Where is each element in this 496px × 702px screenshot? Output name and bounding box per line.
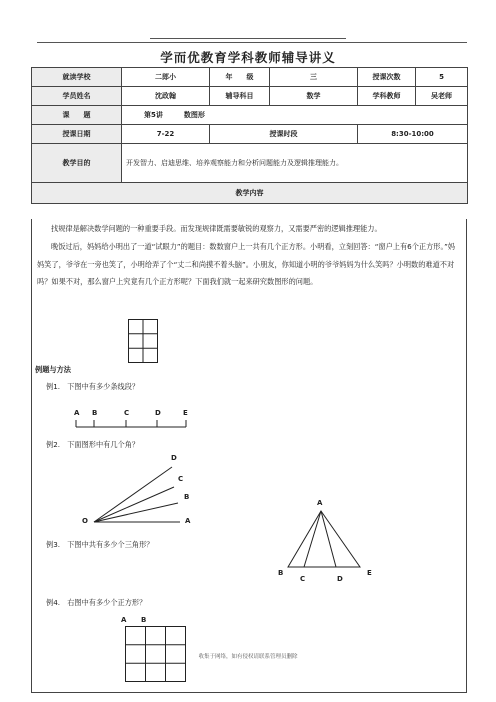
seg-label-d: D	[155, 409, 161, 417]
content-header-row	[32, 183, 468, 204]
goal-row	[32, 144, 468, 183]
examples-heading: 例题与方法	[35, 365, 71, 374]
info-row-2	[32, 87, 468, 106]
teacher-value: 吴老师	[416, 87, 468, 106]
angle-label-a: A	[185, 517, 191, 525]
seg-label-b: B	[92, 409, 98, 417]
time-label: 授课时段	[210, 125, 358, 144]
sq-label-b: B	[141, 616, 147, 624]
triangle-line-ad	[321, 511, 336, 567]
ray-ob	[94, 503, 178, 522]
triangle-figure	[286, 509, 366, 569]
goal-label: 教学目的	[32, 144, 122, 183]
seg-label-c: C	[124, 409, 130, 417]
tri-label-e: E	[367, 569, 372, 577]
subject-label: 辅导科目	[210, 87, 270, 106]
info-row-1	[32, 68, 468, 87]
example-1-text: 例1. 下图中有多少条线段？	[46, 382, 140, 391]
grade-value: 三	[270, 68, 358, 87]
seg-label-a: A	[74, 409, 80, 417]
school-label: 就读学校	[32, 68, 122, 87]
example-2-text: 例2. 下面图形中有几个角？	[46, 440, 140, 449]
info-row-4	[32, 125, 468, 144]
example-3-text: 例3. 下图中共有多少个三角形？	[46, 540, 154, 549]
subject-value: 数学	[270, 87, 358, 106]
school-value: 二郎小	[122, 68, 210, 87]
page-title: 学而优教育学科教师辅导讲义	[160, 50, 336, 65]
time-value: 8:30-10:00	[358, 125, 468, 144]
segment-figure	[74, 418, 190, 430]
angle-label-o: O	[82, 517, 88, 525]
footer-note: 收集于网络，如有侵权请联系管理员删除	[198, 654, 298, 660]
header-top-line	[150, 38, 346, 39]
content-label: 教学内容	[32, 183, 468, 204]
tri-label-d: D	[337, 575, 343, 583]
student-label: 学员姓名	[32, 87, 122, 106]
angle-label-d: D	[171, 454, 177, 462]
triangle-outline	[288, 511, 360, 567]
intro-paragraph-2: 晚饭过后，妈妈给小明出了一道“试眼力”的题目：数数窗户上一共有几个正方形。小明看，立刻回答：“窗户上有6个正方形。”妈妈笑了，爷爷在一旁也笑了，小明给弄了个“丈二和尚摸不着头脑”。小朋友，你知道小明的爷爷妈妈为什么笑吗？小明数的难道不对吗？如果不对，那么窗户上究竟有几个正方形呢？下面我们就一起来研究数图形的问题。	[37, 242, 455, 286]
angle-label-c: C	[178, 475, 184, 483]
lesson-count-label: 授课次数	[358, 68, 416, 87]
info-row-3	[32, 106, 468, 125]
header-line	[37, 42, 467, 43]
topic-value: 第5讲 数图形	[122, 106, 468, 125]
student-value: 沈政翰	[122, 87, 210, 106]
sq-label-a: A	[121, 616, 127, 624]
window-grid-figure	[128, 319, 158, 363]
tri-label-a: A	[317, 499, 323, 507]
goal-text: 开发智力、启迪思维、培养观察能力和分析问题能力及逻辑推理能力。	[122, 144, 468, 183]
topic-label: 课 题	[32, 106, 122, 125]
info-table	[31, 67, 468, 204]
angle-label-b: B	[184, 493, 190, 501]
tri-label-b: B	[278, 569, 284, 577]
ray-oc	[94, 487, 174, 522]
angle-figure	[90, 462, 190, 526]
intro-paragraph-1: 找规律是解决数学问题的一种重要手段。而发现规律既需要敏锐的观察力，又需要严密的逻辑推理能力。	[51, 224, 382, 233]
date-value: 7-22	[122, 125, 210, 144]
triangle-line-ac	[304, 511, 321, 567]
example-4-text: 例4. 右图中有多少个正方形？	[46, 598, 147, 607]
lesson-count-value: 5	[416, 68, 468, 87]
seg-label-e: E	[183, 409, 188, 417]
ray-od	[94, 467, 172, 522]
tri-label-c: C	[300, 575, 306, 583]
teacher-label: 学科教师	[358, 87, 416, 106]
date-label: 授课日期	[32, 125, 122, 144]
grade-label: 年 级	[210, 68, 270, 87]
